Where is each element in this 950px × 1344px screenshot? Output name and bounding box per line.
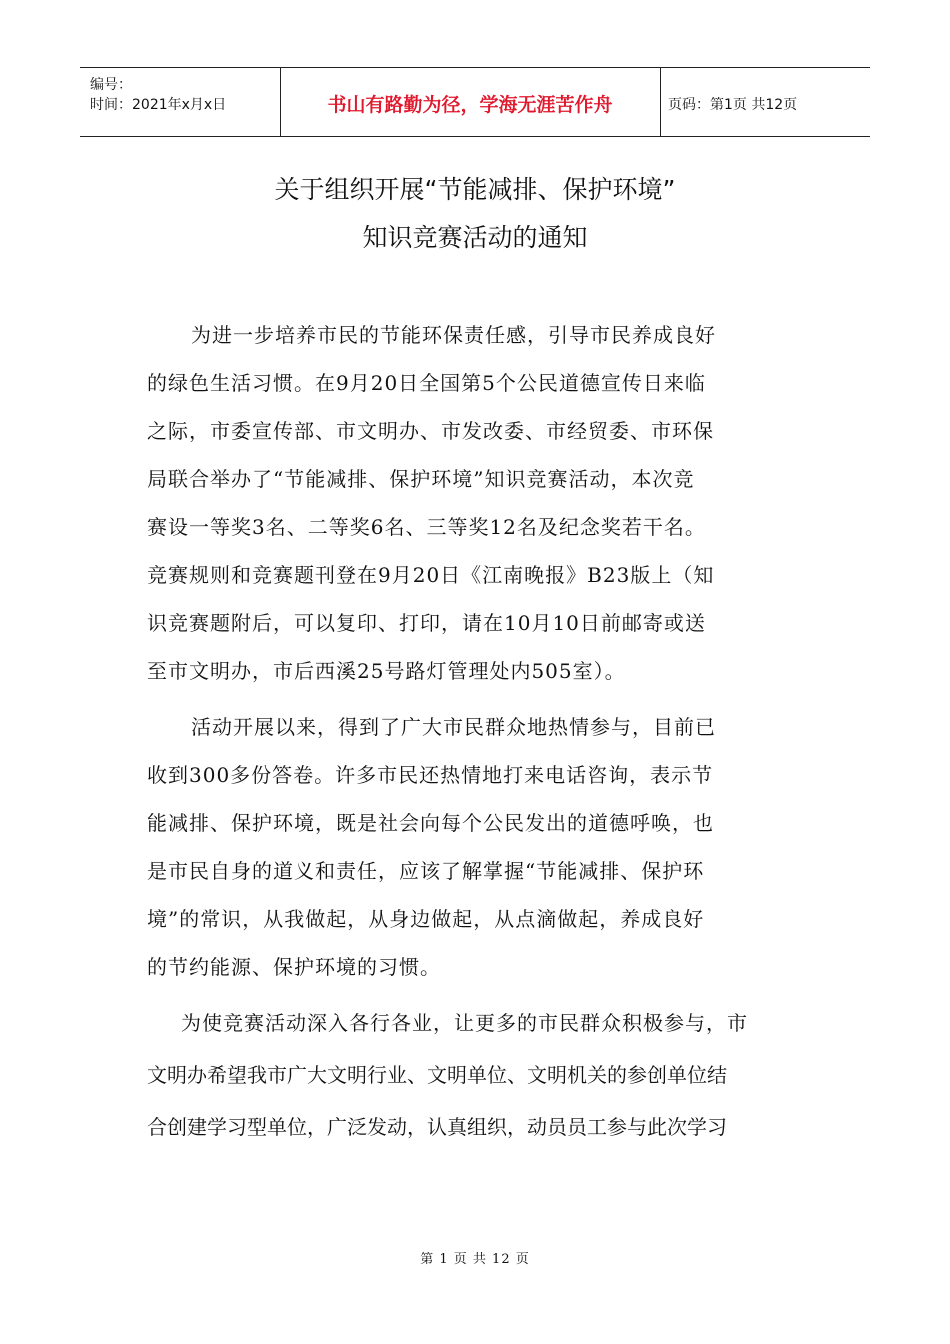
document-title-line-1: 关于组织开展“节能减排、保护环境” [274,175,676,204]
body-line: 活动开展以来，得到了广大市民群众地热情参与，目前已 [191,715,716,739]
page-footer: 第 1 页 共 12 页 [420,1252,530,1267]
body-line: 局联合举办了“节能减排、保护环境”知识竞赛活动，本次竞 [147,467,695,491]
body-line: 境”的常识，从我做起，从身边做起，从点滴做起，养成良好 [147,907,705,931]
body-line: 收到300多份答卷。许多市民还热情地打来电话咨询，表示节 [147,763,714,787]
body-line: 赛设一等奖3名、二等奖6名、三等奖12名及纪念奖若干名。 [147,515,706,539]
body-line: 能减排、保护环境，既是社会向每个公民发出的道德呼唤，也 [147,811,714,835]
document-title-line-2: 知识竞赛活动的通知 [362,223,588,252]
document-header [80,67,870,137]
header-motto: 书山有路勤为径，学海无涯苦作舟 [327,94,613,116]
header-motto-cell [280,68,661,136]
body-line: 识竞赛题附后，可以复印、打印，请在10月10日前邮寄或送 [147,611,706,635]
body-line: 的绿色生活习惯。在9月20日全国第5个公民道德宣传日来临 [147,371,706,395]
body-line: 文明办希望我市广大文明行业、文明单位、文明机关的参创单位结 [147,1063,727,1087]
body-line: 至市文明办，市后西溪25号路灯管理处内505室）。 [147,659,626,683]
body-line: 为进一步培养市民的节能环保责任感，引导市民养成良好 [191,323,716,347]
body-line: 之际，市委宣传部、市文明办、市发改委、市经贸委、市环保 [147,419,714,443]
body-line: 是市民自身的道义和责任，应该了解掌握“节能减排、保护环 [147,859,705,883]
header-meta-cell [80,68,281,136]
document-number-label: 编号： [90,77,132,93]
body-line: 为使竞赛活动深入各行各业，让更多的市民群众积极参与，市 [181,1011,748,1035]
body-line: 合创建学习型单位，广泛发动，认真组织，动员员工参与此次学习 [147,1115,727,1139]
header-page-info: 页码：第1页 共12页 [668,97,798,113]
body-line: 竞赛规则和竞赛题刊登在9月20日《江南晚报》B23版上（知 [147,563,715,587]
body-line: 的节约能源、保护环境的习惯。 [147,955,441,979]
document-date: 时间：2021年x月x日 [90,97,227,113]
header-page-cell [660,68,870,136]
